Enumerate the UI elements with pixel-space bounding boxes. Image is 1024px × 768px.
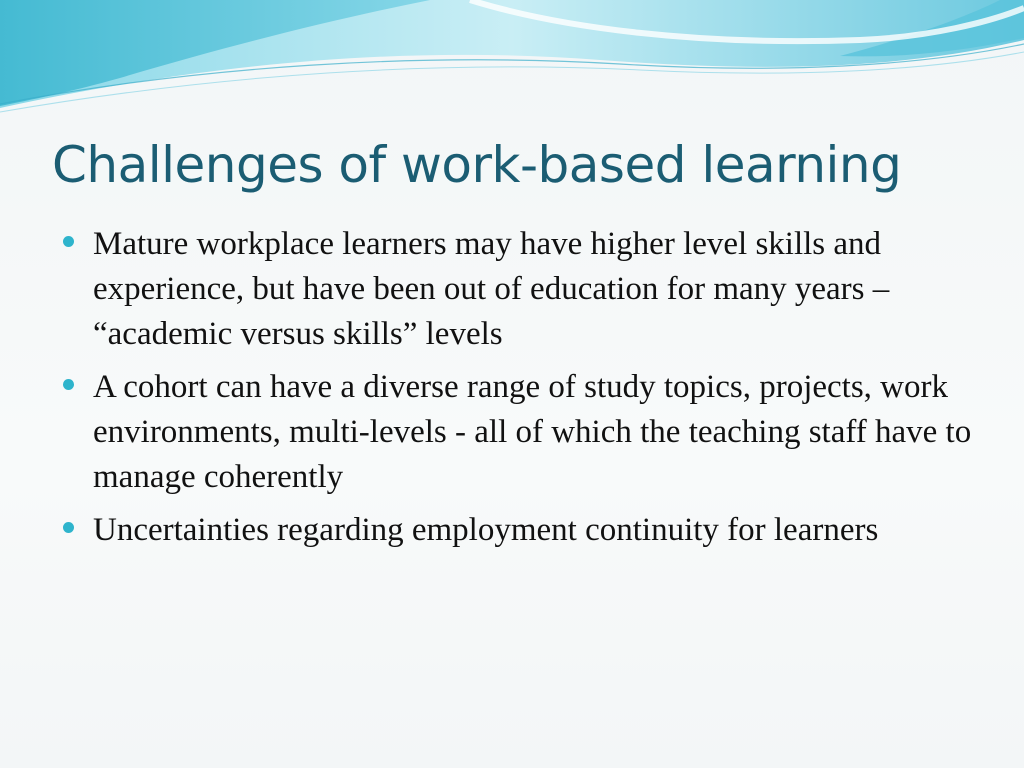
bullet-text: A cohort can have a diverse range of study topics, projects, work environments, multi-levels - all of which the teaching staff have to manage coherently <box>93 369 972 495</box>
bullet-dot-icon <box>63 379 74 390</box>
bullet-item <box>60 508 980 553</box>
bullet-text: Mature workplace learners may have higher level skills and experience, but have been out of education for many years – “academic versus skills” levels <box>93 226 890 352</box>
bullet-item <box>60 222 980 357</box>
bullet-dot-icon <box>63 236 74 247</box>
slide-title: Challenges of work-based learning <box>52 136 902 194</box>
bullet-dot-icon <box>63 522 74 533</box>
bullet-text: Uncertainties regarding employment continuity for learners <box>93 512 879 548</box>
decorative-wave-header <box>0 0 1024 120</box>
bullet-item <box>60 365 980 500</box>
bullet-list <box>60 222 980 561</box>
